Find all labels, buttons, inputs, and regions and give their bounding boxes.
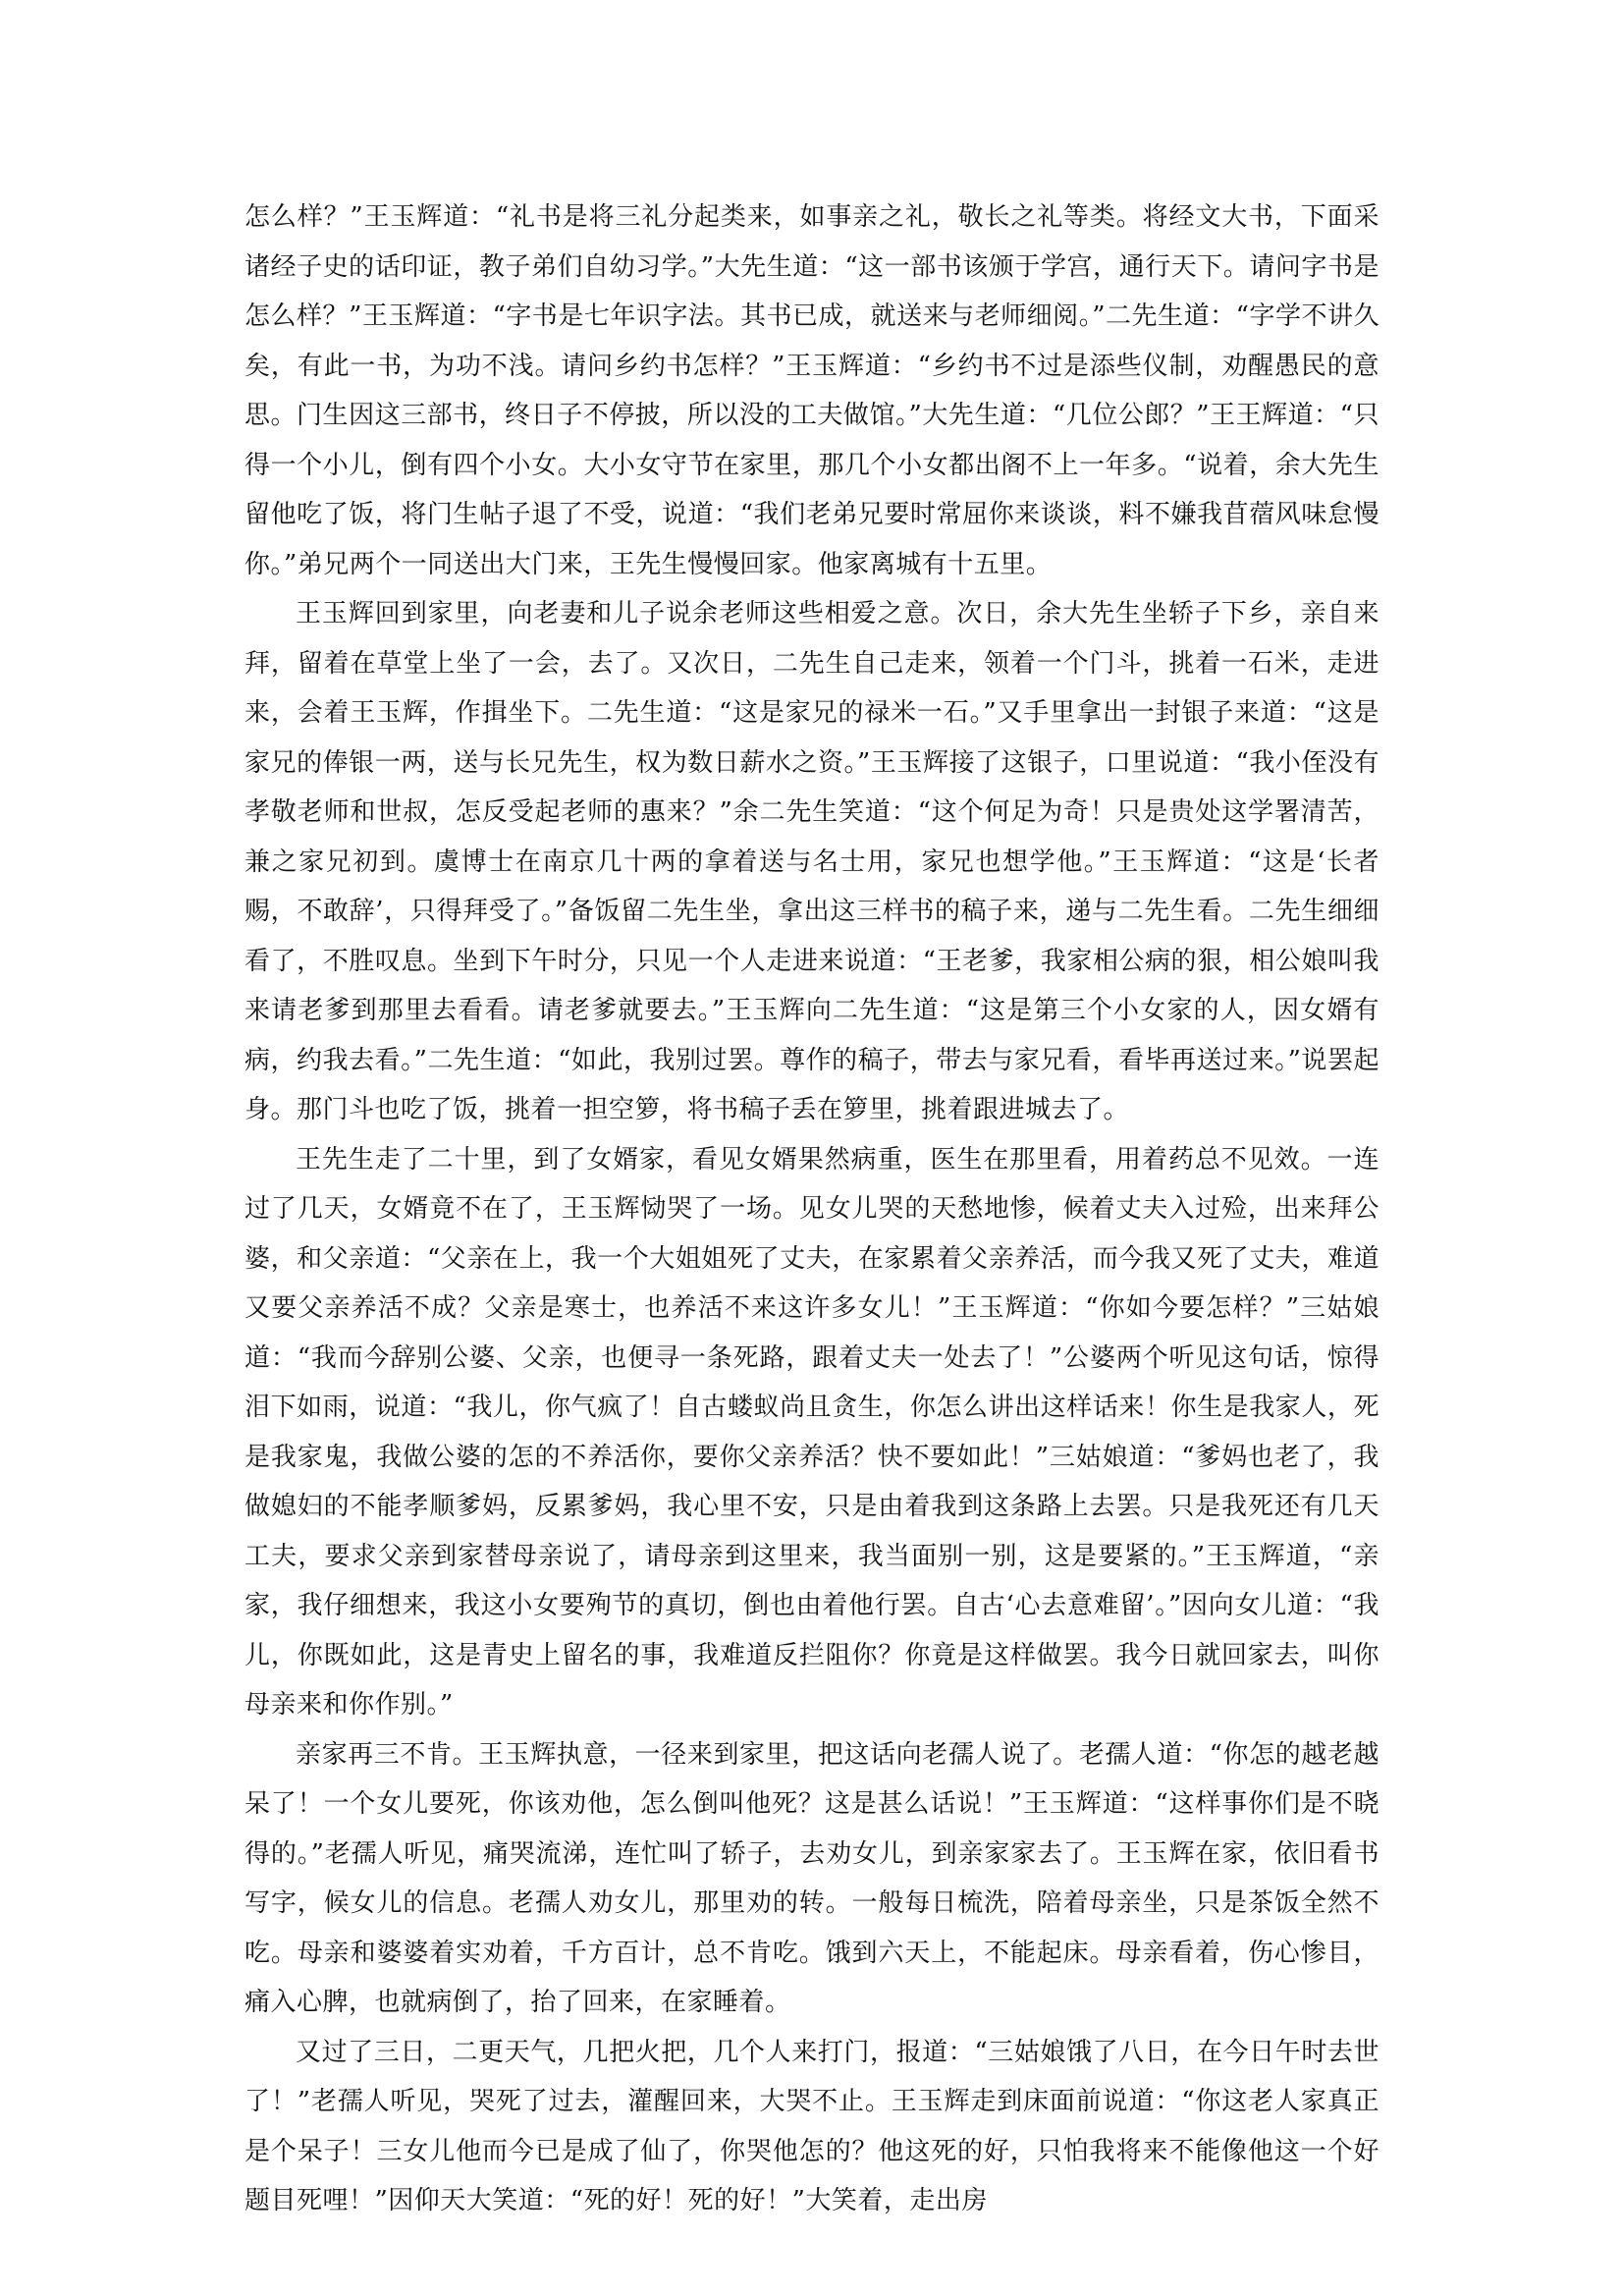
paragraph-5: 又过了三日，二更天气，几把火把，几个人来打门，报道：“三姑娘饿了八日，在今日午时去世了！”老孺人听见，哭死了过去，灌醒回来，大哭不止。王玉辉走到床面前说道：“你这老人家真正是个呆子！三女儿他而今已是成了仙了，你哭他怎的？他这死的好，只怕我将来不能像他这一个好题目死哩！”因仰天大笑道：“死的好！死的好！”大笑着，走出房 — [244, 2037, 1380, 2215]
paragraph-1: 怎么样？”王玉辉道：“礼书是将三礼分起类来，如事亲之礼，敬长之礼等类。将经文大书，下面采诸经子史的话印证，教子弟们自幼习学。”大先生道：“这一部书该颁于学宫，通行天下。请问字书是怎么样？”王玉辉道：“字书是七年识字法。其书已成，就送来与老师细阅。”二先生道：“字学不讲久矣，有此一书，为功不浅。请问乡约书怎样？”王玉辉道：“乡约书不过是添些仪制，劝醒愚民的意思。门生因这三部书，终日子不停披，所以没的工夫做馆。”大先生道：“几位公郎？”王王辉道：“只得一个小儿，倒有四个小女。大小女守节在家里，那几个小女都出阁不上一年多。“说着，余大先生留他吃了饭，将门生帖子退了不受，说道：“我们老弟兄要时常屈你来谈谈，料不嫌我苜蓿风味怠慢你。”弟兄两个一同送出大门来，王先生慢慢回家。他家离城有十五里。 — [244, 202, 1380, 579]
paragraph-2: 王玉辉回到家里，向老妻和儿子说余老师这些相爱之意。次日，余大先生坐轿子下乡，亲自来拜，留着在草堂上坐了一会，去了。又次日，二先生自己走来，领着一个门斗，挑着一石米，走进来，会着王玉辉，作揖坐下。二先生道：“这是家兄的禄米一石。”又手里拿出一封银子来道：“这是家兄的俸银一两，送与长兄先生，权为数日薪水之资。”王玉辉接了这银子，口里说道：“我小侄没有孝敬老师和世叔，怎反受起老师的惠来？”余二先生笑道：“这个何足为奇！只是贵处这学署清苦，兼之家兄初到。虞博士在南京几十两的拿着送与名士用，家兄也想学他。”王玉辉道：“这是‘长者赐，不敢辞’，只得拜受了。”备饭留二先生坐，拿出这三样书的稿子来，递与二先生看。二先生细细看了，不胜叹息。坐到下午时分，只见一个人走进来说道：“王老爹，我家相公病的狠，相公娘叫我来请老爹到那里去看看。请老爹就要去。”王玉辉向二先生道：“这是第三个小女家的人，因女婿有病，约我去看。”二先生道：“如此，我别过罢。尊作的稿子，带去与家兄看，看毕再送过来。”说罢起身。那门斗也吃了饭，挑着一担空箩，将书稿子丢在箩里，挑着跟进城去了。 — [244, 599, 1380, 1124]
paragraph-3: 王先生走了二十里，到了女婿家，看见女婿果然病重，医生在那里看，用着药总不见效。一连过了几天，女婿竟不在了，王玉辉恸哭了一场。见女儿哭的天愁地惨，候着丈夫入过殓，出来拜公婆，和父亲道：“父亲在上，我一个大姐姐死了丈夫，在家累着父亲养活，而今我又死了丈夫，难道又要父亲养活不成？父亲是寒士，也养活不来这许多女儿！”王玉辉道：“你如今要怎样？”三姑娘道：“我而今辞别公婆、父亲，也便寻一条死路，跟着丈夫一处去了！”公婆两个听见这句话，惊得泪下如雨，说道：“我儿，你气疯了！自古蝼蚁尚且贪生，你怎么讲出这样话来！你生是我家人，死是我家鬼，我做公婆的怎的不养活你，要你父亲养活？快不要如此！”三姑娘道：“爹妈也老了，我做媳妇的不能孝顺爹妈，反累爹妈，我心里不安，只是由着我到这条路上去罢。只是我死还有几天工夫，要求父亲到家替母亲说了，请母亲到这里来，我当面别一别，这是要紧的。”王玉辉道，“亲家，我仔细想来，我这小女要殉节的真切，倒也由着他行罢。自古‘心去意难留’。”因向女儿道：“我儿，你既如此，这是青史上留名的事，我难道反拦阻你？你竟是这样做罢。我今日就回家去，叫你母亲来和你作别。” — [244, 1144, 1380, 1720]
body-text — [244, 192, 1380, 2226]
paragraph-4: 亲家再三不肯。王玉辉执意，一径来到家里，把这话向老孺人说了。老孺人道：“你怎的越老越呆了！一个女儿要死，你该劝他，怎么倒叫他死？这是甚么话说！”王玉辉道：“这样事你们是不晓得的。”老孺人听见，痛哭流涕，连忙叫了轿子，去劝女儿，到亲家家去了。王玉辉在家，依旧看书写字，候女儿的信息。老孺人劝女儿，那里劝的转。一般每日梳洗，陪着母亲坐，只是茶饭全然不吃。母亲和婆婆着实劝着，千方百计，总不肯吃。饿到六天上，不能起床。母亲看着，伤心惨目，痛入心脾，也就病倒了，抬了回来，在家睡着。 — [244, 1739, 1380, 2017]
